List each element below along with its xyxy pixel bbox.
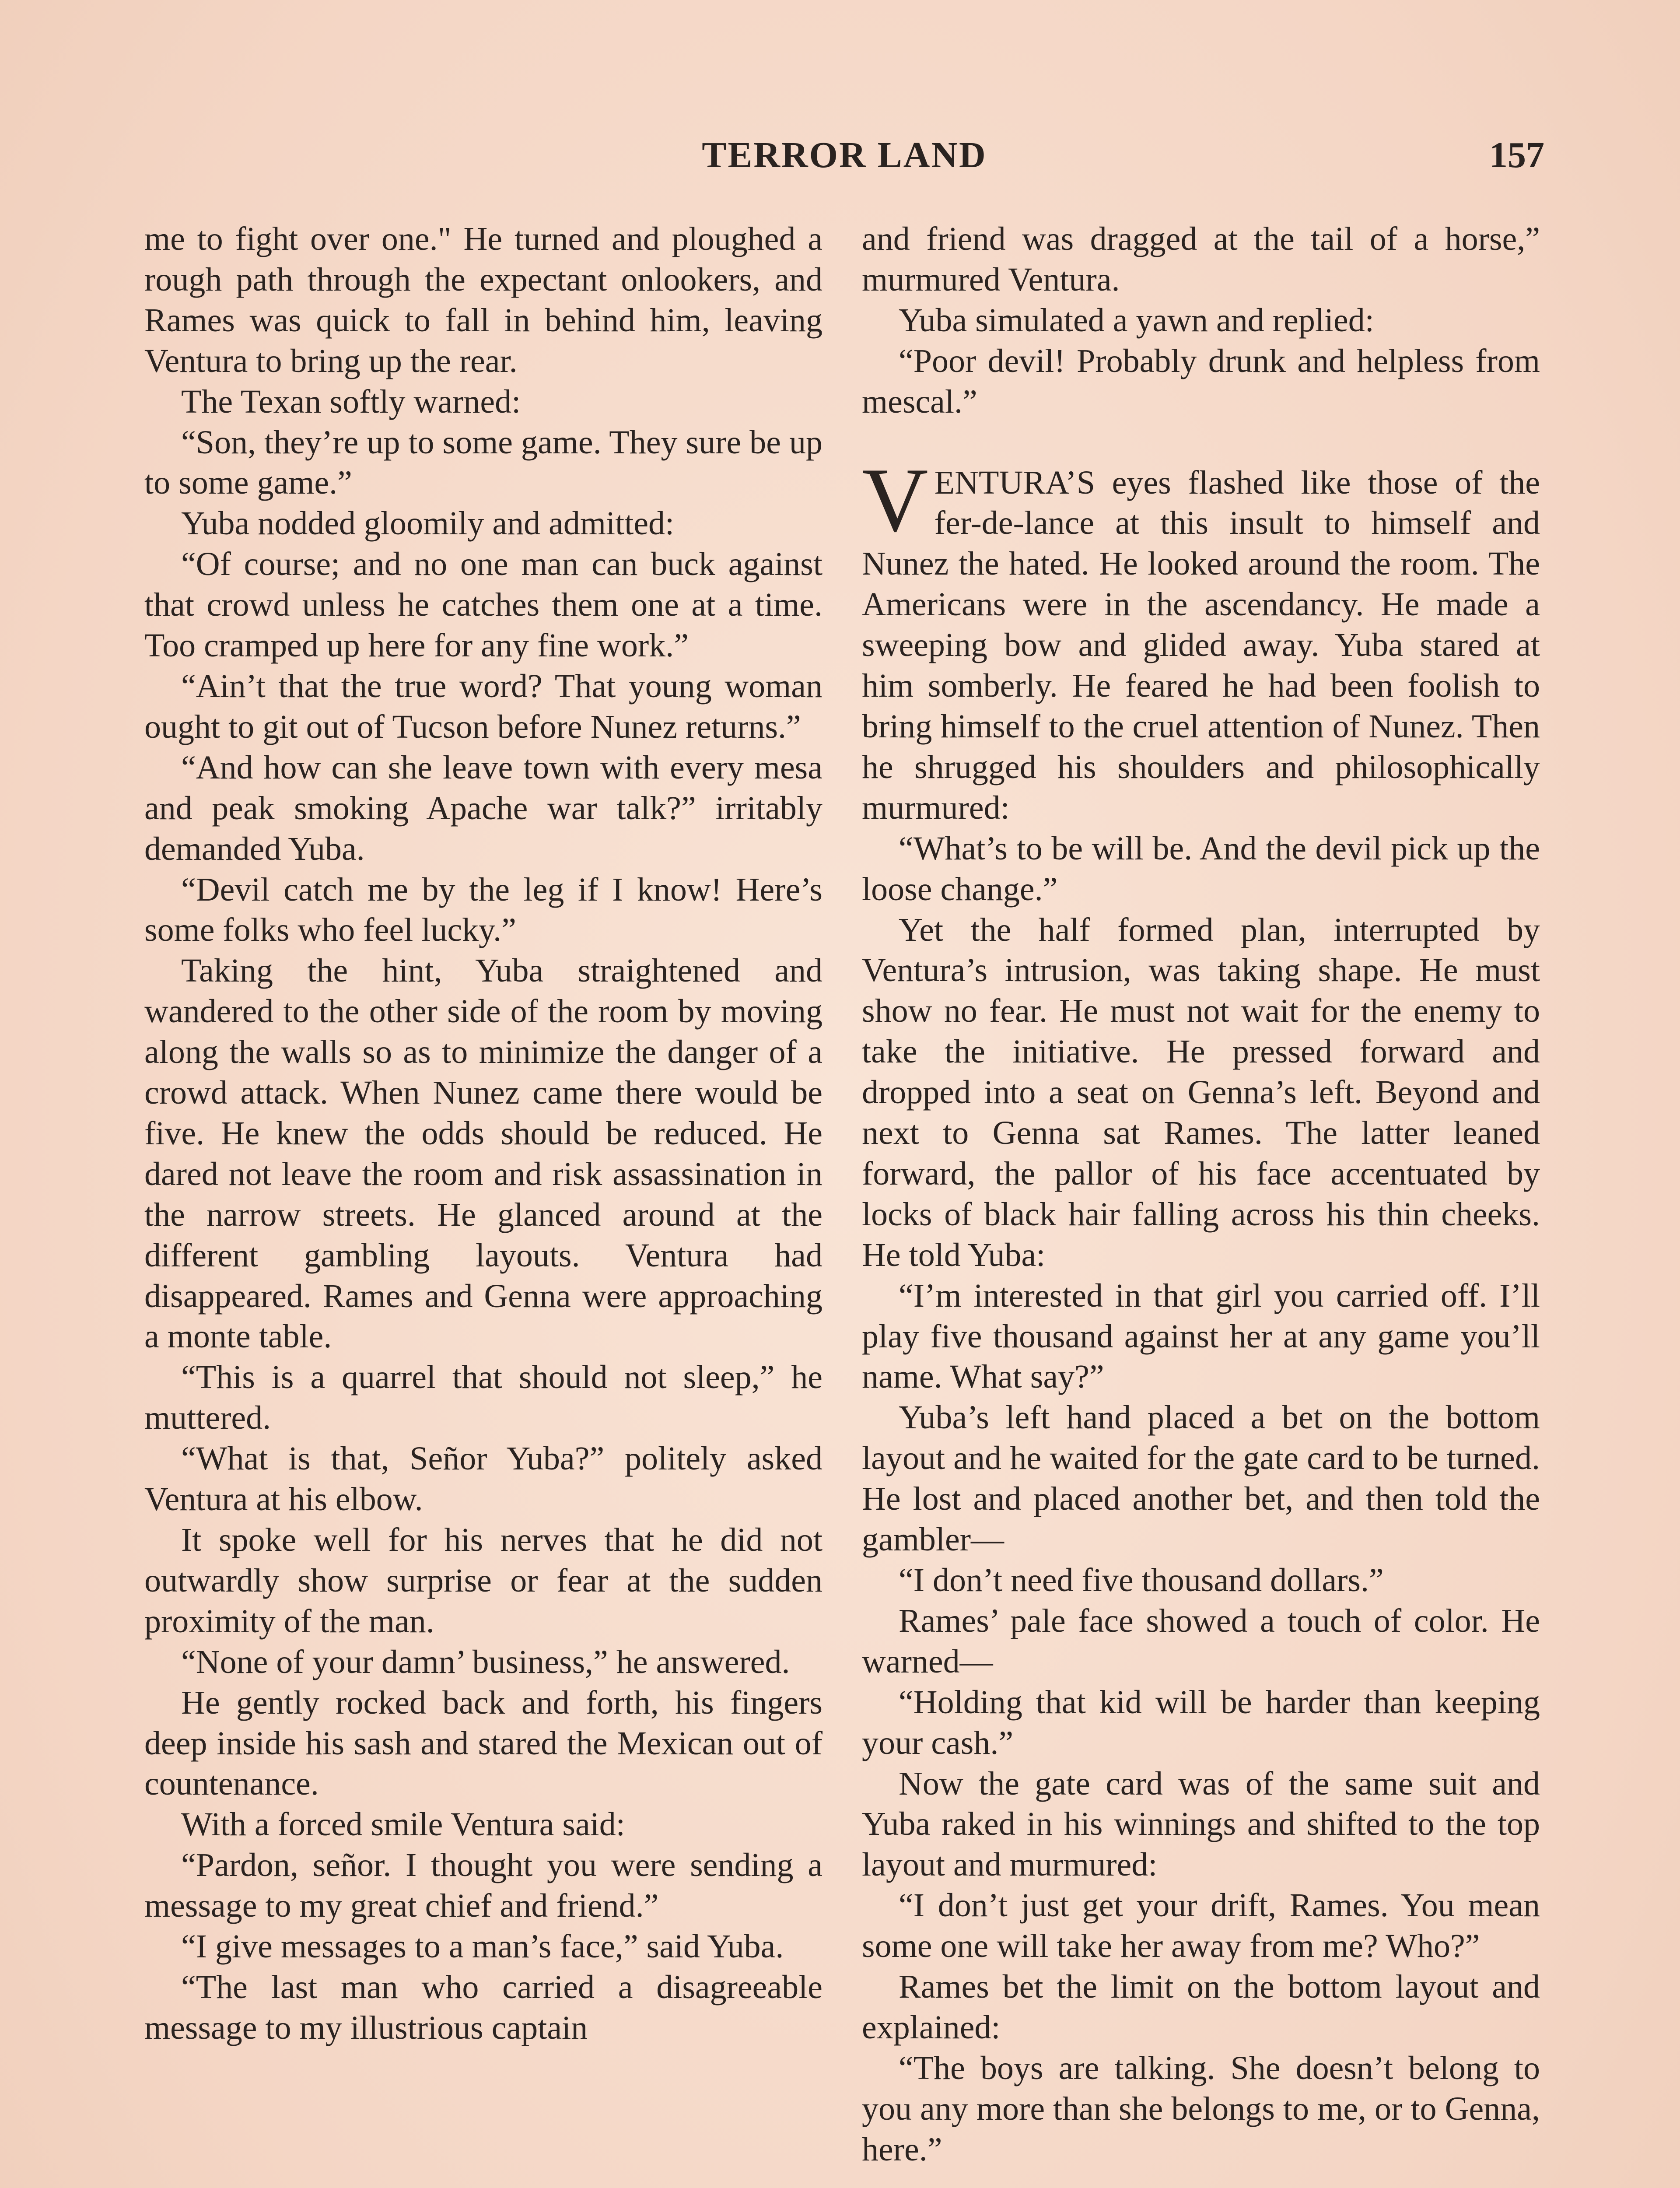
paragraph: With a forced smile Ventura said: xyxy=(181,1806,625,1843)
paragraph: “None of your damn’ business,” he answered. xyxy=(181,1643,790,1680)
paragraph: “Son, they’re up to some game. They sure be up to some game.” xyxy=(144,424,822,501)
dropcap-paragraph xyxy=(862,449,1540,828)
paragraph: “I don’t need five thousand dollars.” xyxy=(899,1562,1384,1599)
page-number: 157 xyxy=(1489,135,1544,175)
paragraph: Rames’ pale face showed a touch of color. He warned— xyxy=(862,1602,1540,1680)
paragraph: The Texan softly warned: xyxy=(181,383,521,420)
paragraph: “I give messages to a man’s face,” said Yuba. xyxy=(181,1928,784,1965)
paragraph: Rames bet the limit on the bottom layout and explained: xyxy=(862,1968,1540,2046)
paragraph: Yet the half formed plan, interrupted by Ventura’s intrusion, was taking shape. He must show no fear. He must not wait for the enemy to take the initiative. He pressed forward and dropped into a seat on Genna’s left. Beyond and next to Genna sat Rames. The latter leaned forward, the pallor of his face accentuated by locks of black hair falling across his thin cheeks. He told Yuba: xyxy=(862,911,1540,1273)
dropcap-paragraph-text: ENTURA’S eyes flashed like those of the fer-de-lance at this insult to himself and Nunez the hated. He looked around the room. The Americans were in the ascendancy. He made a sweeping bow and glided away. Yuba stared at him somberly. He feared he had been foolish to bring himself to the cruel attention of Nunez. Then he shrugged his shoulders and philosophically murmured: xyxy=(862,464,1540,826)
paragraph: “I’m interested in that girl you carried off. I’ll play five thousand against her at any game you’ll name. What say?” xyxy=(862,1277,1540,1396)
paragraph: “And how can she leave town with every mesa and peak smoking Apache war talk?” irritably demanded Yuba. xyxy=(144,749,822,867)
paragraph: “I don’t just get your drift, Rames. You mean some one will take her away from me? Who?” xyxy=(862,1887,1540,1965)
section-break xyxy=(862,422,1540,463)
paragraph: Taking the hint, Yuba straightened and wandered to the other side of the room by moving along the walls so as to minimize the danger of a crowd attack. When Nunez came there would be five. He knew the odds should be reduced. He dared not leave the room and risk assassination in the narrow streets. He glanced around at the different gambling layouts. Ventura had disappeared. Rames and Genna were approaching a monte table. xyxy=(144,952,822,1355)
paragraph: Yuba’s left hand placed a bet on the bottom layout and he waited for the gate card to be turned. He lost and placed another bet, and then told the gambler— xyxy=(862,1399,1540,1558)
paragraph: “Ain’t that the true word? That young woman ought to git out of Tucson before Nunez returns.” xyxy=(144,667,822,745)
left-column xyxy=(144,219,822,2188)
paragraph: Now the gate card was of the same suit and Yuba raked in his winnings and shifted to the top layout and murmured: xyxy=(862,1765,1540,1883)
paragraph: “What is that, Señor Yuba?” politely asked Ventura at his elbow. xyxy=(144,1440,822,1518)
paragraph: “Poor devil! Probably drunk and helpless from mescal.” xyxy=(862,342,1540,420)
paragraph: “Devil catch me by the leg if I know! Here’s some folks who feel lucky.” xyxy=(144,871,822,949)
page-header xyxy=(144,131,1544,179)
paragraph: “Of course; and no one man can buck against that crowd unless he catches them one at a time. Too cramped up here for any fine work.” xyxy=(144,546,822,664)
paragraph: Yuba simulated a yawn and replied: xyxy=(899,302,1374,339)
paragraph: “This is a quarrel that should not sleep,” he muttered. xyxy=(144,1359,822,1437)
paragraph: It spoke well for his nerves that he did not outwardly show surprise or fear at the sudden proximity of the man. xyxy=(144,1522,822,1640)
paragraph: He gently rocked back and forth, his fingers deep inside his sash and stared the Mexican out of countenance. xyxy=(144,1684,822,1802)
paragraph: “The last man who carried a disagreeable message to my illustrious captain xyxy=(144,1968,822,2046)
paragraph: “The boys are talking. She doesn’t belong to you any more than she belongs to me, or to Genna, here.” xyxy=(862,2049,1540,2168)
paragraph: “What’s to be will be. And the devil pick up the loose change.” xyxy=(862,830,1540,908)
drop-cap: V xyxy=(862,449,928,551)
paragraph: me to fight over one." He turned and ploughed a rough path through the expectant onlookers, and Rames was quick to fall in behind him, leaving Ventura to bring up the rear. xyxy=(144,221,822,379)
paragraph: “Holding that kid will be harder than keeping your cash.” xyxy=(862,1683,1540,1761)
paragraph: “Pardon, señor. I thought you were sending a message to my great chief and friend.” xyxy=(144,1847,822,1925)
paragraph: and friend was dragged at the tail of a horse,” murmured Ventura. xyxy=(862,221,1540,298)
right-column xyxy=(862,219,1540,2188)
paragraph: Yuba nodded gloomily and admitted: xyxy=(181,505,675,542)
running-title: TERROR LAND xyxy=(702,135,987,175)
